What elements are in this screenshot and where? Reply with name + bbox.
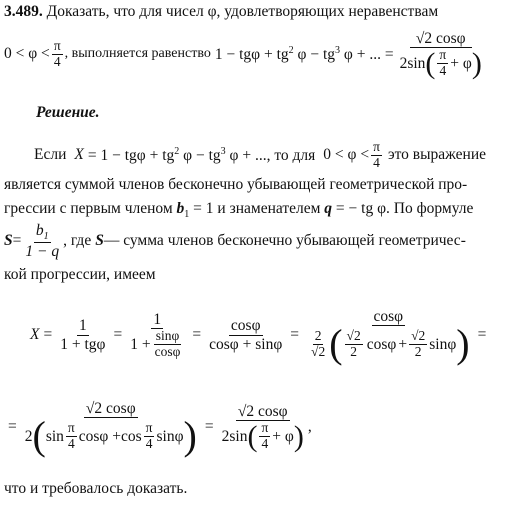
solution-line-5: кой прогрессии, имеем xyxy=(4,266,156,283)
problem-statement: Доказать, что для чисел φ, удовлетворяющих неравенствам xyxy=(46,3,439,20)
sum-formula-fraction: $\frac{b_1}{1 - q}$ xyxy=(25,222,60,261)
mid-text: , выполняется равенство xyxy=(64,46,211,62)
problem-line-2 xyxy=(4,30,486,79)
solution-line-4: S = $\frac{b_1}{1 - q}$ , где S — сумма членов бесконечно убывающей геометричес- xyxy=(4,222,466,261)
problem-number: 3.489. xyxy=(4,3,43,20)
rhs-denominator: 2sin ( $\frac{\pi}{4}$ + φ ) xyxy=(399,46,482,80)
solution-line-2: является суммой членов бесконечно убывающей геометрической про- xyxy=(4,176,468,193)
rhs-pi-over-4: $\frac{\pi}{4}$ xyxy=(439,47,447,78)
fraction-denominator: 4 xyxy=(53,53,61,69)
problem-line-1 xyxy=(4,2,438,22)
solution-line-3: грессии с первым членом $b_1 = 1$ и знаменателем q = − tg φ. По формуле xyxy=(4,200,474,221)
fraction-numerator: π xyxy=(53,38,61,54)
solution-heading: Решение. xyxy=(36,104,100,121)
series-start: $1 - tg\varphi + tg^2$ $\varphi - tg^3$ φ + ... = xyxy=(214,44,394,63)
rhs-fraction xyxy=(398,30,484,79)
condition-left: 0 < φ < xyxy=(4,45,50,63)
equation-1: X = $\frac{1}{\text{1 + tgφ}}$ = 1 1 + $\frac{\sin\varphi}{\cos\varphi}$ = $\frac{\cos\varphi}{\cos\varphi + \sin\varphi}$ = cosφ $\frac{2}{√2}$ ( $\frac{√2}{2}$ cosφ + $\frac{√2}{2}$ sinφ ) = xyxy=(30,308,487,367)
equation-2: = √2 cosφ 2 ( sin $\frac{\pi}{4}$ cosφ + cos $\frac{\pi}{4}$ sinφ ) = √2 cosφ 2sin ( $\frac{\pi}{4}$ + φ ) , xyxy=(8,400,312,459)
pi-over-4-inline: $\frac{\pi}{4}$ xyxy=(373,139,380,170)
conclusion-line: что и требовалось доказать. xyxy=(4,480,188,497)
pi-over-4-fraction xyxy=(52,39,63,70)
solution-line-1: Если X = $1 - tg\varphi + tg^2$ $\varphi - tg^3$ φ + ..., то для 0 < φ < $\frac{\pi}{4}$ это выражение xyxy=(34,139,487,170)
rhs-numerator: √2 cosφ xyxy=(410,30,472,48)
